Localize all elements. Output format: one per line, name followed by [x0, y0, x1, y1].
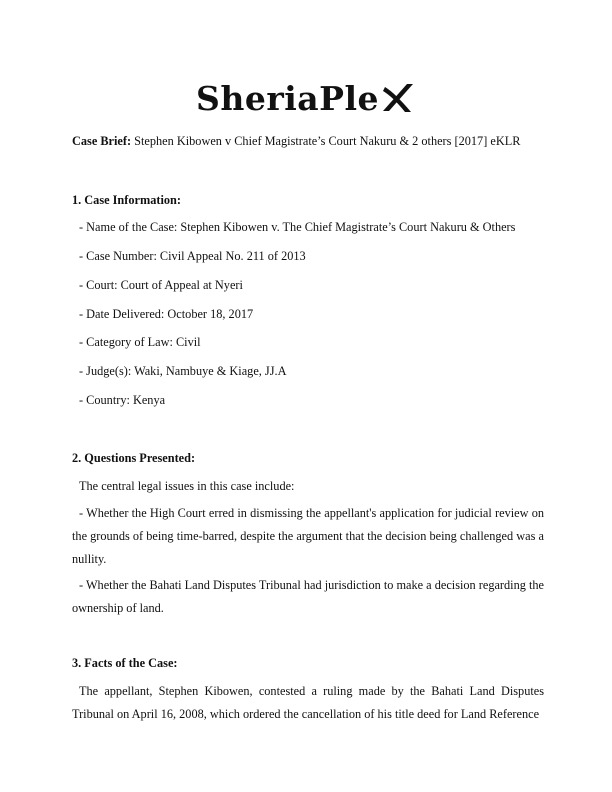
- case-info-item-court: - Court: Court of Appeal at Nyeri: [79, 278, 243, 292]
- case-info-item-name: - Name of the Case: Stephen Kibowen v. The Chief Magistrate’s Court Nakuru & Others: [79, 220, 516, 234]
- case-info-item-country: - Country: Kenya: [79, 393, 166, 407]
- case-info-item-number: - Case Number: Civil Appeal No. 211 of 2013: [79, 249, 306, 263]
- case-info-item-judges: - Judge(s): Waki, Nambuye & Kiage, JJ.A: [79, 364, 287, 378]
- case-brief-title: [72, 133, 552, 149]
- case-brief-text: Stephen Kibowen v Chief Magistrate’s Court Nakuru & 2 others [2017] eKLR: [134, 134, 521, 148]
- question-item-2: - Whether the Bahati Land Disputes Tribunal had jurisdiction to make a decision regarding the ownership of land.: [72, 578, 544, 615]
- logo-wordmark: SheriaPle: [196, 78, 379, 118]
- case-info-item-date: - Date Delivered: October 18, 2017: [79, 307, 254, 321]
- section-heading-facts: 3. Facts of the Case:: [72, 656, 178, 670]
- question-item-1: - Whether the High Court erred in dismissing the appellant's application for judicial review on the grounds of being time-barred, despite the argument that the decision being challenged was a nullity.: [72, 506, 544, 566]
- case-brief-label: Case Brief:: [72, 134, 132, 148]
- case-info-item-category: - Category of Law: Civil: [79, 335, 201, 349]
- section-heading-questions-presented: 2. Questions Presented:: [72, 451, 196, 465]
- section-heading-case-information: 1. Case Information:: [72, 193, 181, 207]
- x-mark-icon: [381, 81, 415, 115]
- facts-paragraph: The appellant, Stephen Kibowen, contested a ruling made by the Bahati Land Disputes Tribunal on April 16, 2008, which ordered the cancellation of his title deed for Land Reference: [72, 684, 544, 721]
- questions-intro: The central legal issues in this case include:: [79, 479, 295, 493]
- sheriaplex-logo: [196, 74, 418, 122]
